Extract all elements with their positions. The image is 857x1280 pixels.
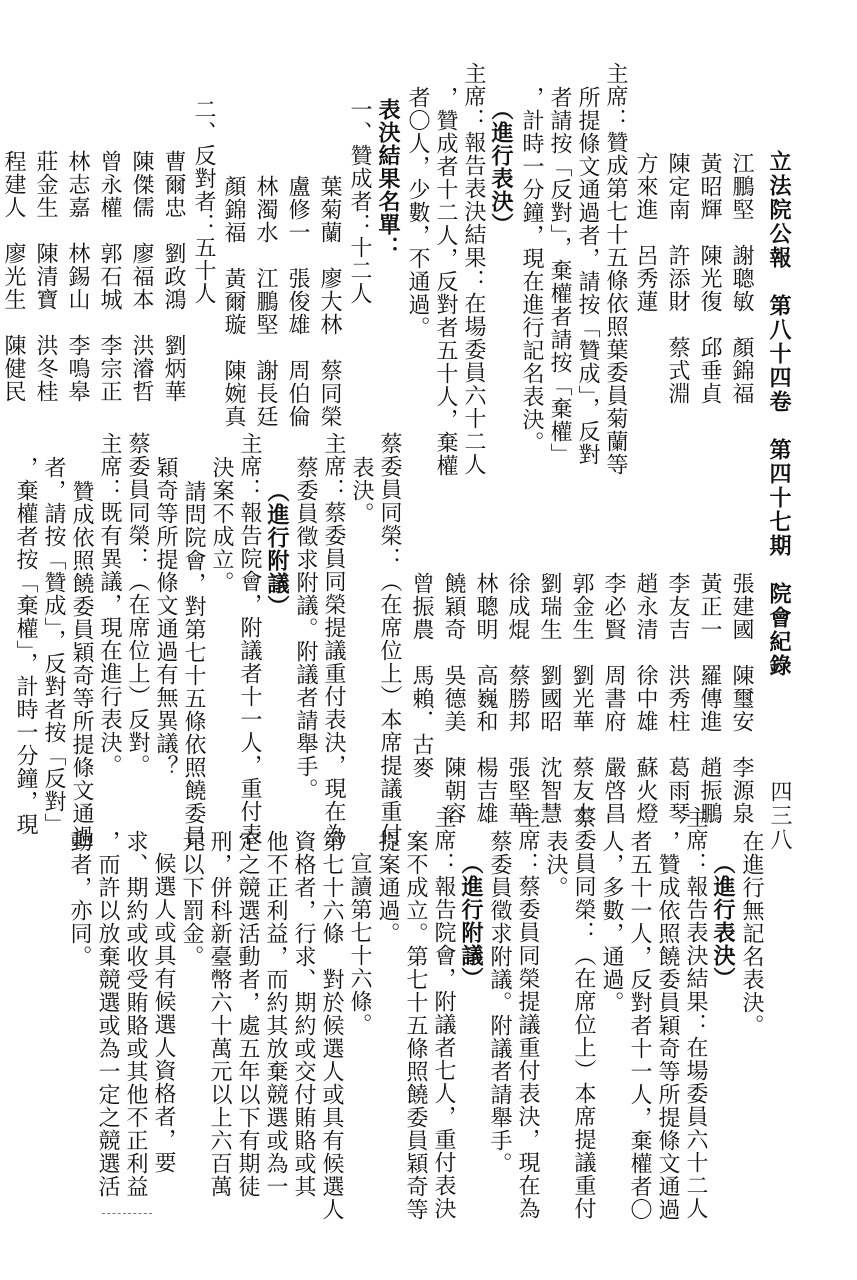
text-line: 刑，併科新臺幣六十萬元以上六百萬 [207,830,232,1198]
text-line: 請問院會，對第七十五條依照饒委員 [181,480,206,848]
text-line: 候選人或具有候選人資格者，要 [151,852,176,1174]
text-line: 蔡委員徵求附議。附議者請舉手。 [487,830,512,1175]
names-no-column: 陳傑儒 廖福本 洪濬哲 [129,150,154,403]
names-yes-column: 葉菊蘭 廖大林 蔡同榮 [317,175,342,428]
names-mid-column: 曾振農 馬賴．古麥 [409,572,434,779]
text-line: 資格者，行求、期約或交付賄賂或其 [291,830,316,1198]
text-line: 決案不成立。 [209,456,234,594]
seconding-in-progress: （進行附議） [264,480,290,618]
motion-line: 蔡委員同榮：（在席位上）本席提議重付 [571,806,596,1220]
text-line: 表決。 [349,456,374,525]
names-yes-column: 林濁水 江鵬堅 謝長廷 [253,175,278,428]
names-mid-column: 張建國 陳璽安 李源泉 [729,572,754,825]
footer-rule [102,1213,152,1214]
chair-line: 主席：蔡委員同榮提議重付表決，現在為 [321,432,346,846]
chair-line: 主席：報告院會，附議者十一人，重付表 [237,432,262,846]
voting-in-progress: （進行表決） [488,98,514,236]
chair-line: 主席：既有異議，現在進行表決。 [97,432,122,777]
text-line: 穎奇等所提條文通過有無異議？ [153,456,178,778]
text-line: 宣讀第七十六條。 [347,852,372,1036]
text-line: ，贊成者十二人，反對者五十人，棄權 [433,86,458,477]
oppose-heading: 二、反對者：五十人 [191,98,216,305]
text-line: 者請按「反對」，棄權者請按「棄權」 [547,86,572,466]
text-line: ，贊成依照饒委員穎奇等所提條文通過 [655,830,680,1221]
names-top-column: 陳定南 許添財 蔡式淵 [665,152,690,405]
text-line: ，計時一分鐘，現在進行記名表決。 [519,86,544,454]
article-76: 第七十六條 對於候選人或具有候選人 [319,830,344,1221]
names-mid-column: 饒穎奇 吳德美 陳朝容 [441,572,466,825]
text-line: 求、期約或收受賄賂或其他不正利益 [123,830,148,1198]
text-line: 所提條文通過者，請按「贊成」，反對 [575,86,600,466]
names-no-column: 莊金生 陳清寶 洪冬桂 [33,150,58,403]
text-line: 表決。 [543,830,568,899]
vote-result-list-heading: 表決結果名單： [375,98,401,259]
chair-vote-instruction: 主席：贊成第七十五條依照葉委員菊蘭等 [603,62,628,476]
text-line: 他不正利益，而約其放棄競選或為一 [263,830,288,1198]
names-no-column: 程建人 廖光生 陳健民 [1,150,26,403]
chair-vote-result: 主席：報告表決結果：在場委員六十二人 [461,62,486,476]
text-line: 贊成依照饒委員穎奇等所提條文通過 [69,480,94,848]
text-line: 蔡委員徵求附議。附議者請舉手。 [293,456,318,801]
names-no-column: 曹爾忠 劉政鴻 劉炳華 [161,150,186,403]
text-line: 案不成立。第七十五條照饒委員穎奇等 [403,830,428,1221]
names-mid-column: 郭金生 劉光華 蔡友士 [569,572,594,825]
names-mid-column: 林聰明 高巍和 楊吉雄 [473,572,498,825]
names-no-column: 林志嘉 林錫山 李鳴皋 [65,150,90,403]
text-line: 動者，亦同。 [67,830,92,968]
names-mid-column: 李必賢 周書府 嚴啓昌 [601,572,626,825]
text-line: 元以下罰金。 [179,830,204,968]
page-number: 四三八 [767,780,792,852]
names-mid-column: 徐成焜 蔡勝邦 張堅華 [505,572,530,825]
text-line: ，棄權者按「棄權」，計時一分鐘，現 [13,456,38,836]
chair-vote-result: 主席：報告表決結果：在場委員六十二人 [683,806,708,1220]
names-mid-column: 趙永清 徐中雄 蘇火燈 [633,572,658,825]
text-line: 者，請按「贊成」，反對者按「反對」 [41,456,66,836]
names-no-column: 曾永權 郭石城 李宗正 [97,150,122,403]
text-line: ，而許以放棄競選或為一定之競選活 [95,830,120,1198]
text-line: 提案通過。 [375,830,400,945]
seconding-in-progress: （進行附議） [458,852,484,990]
in-favor-heading: 一、贊成者：十二人 [347,98,372,305]
journal-title: 立法院公報 第八十四卷 第四十七期 院會紀錄 [766,150,792,678]
text-line: 定之競選活動者，處五年以下有期徒 [235,830,260,1198]
names-yes-column: 盧修一 張俊雄 周伯倫 [285,175,310,428]
text-line: 在進行無記名表決。 [739,830,764,1037]
voting-in-progress: （進行表決） [710,852,736,990]
objection-line: 蔡委員同榮：（在席位上）反對。 [125,432,150,777]
chair-line: 主席：報告院會，附議者七人，重付表決 [431,806,456,1220]
text-line: 人，多數，通過。 [599,830,624,1014]
names-mid-column: 劉瑞生 劉國昭 沈智慧 [537,572,562,825]
names-top-column: 黃昭輝 陳光復 邱垂貞 [697,152,722,405]
names-yes-column: 顏錦福 黃爾璇 陳婉真 [221,175,246,428]
motion-line: 蔡委員同榮：（在席位上）本席提議重付 [377,432,402,846]
names-mid-column: 黃正一 羅傳進 趙振鵬 [697,572,722,825]
text-line: 者〇人，少數，不通過。 [405,86,430,339]
text-line: 者五十一人，反對者十一人，棄權者〇 [627,830,652,1221]
names-top-column: 江鵬堅 謝聰敏 顏錦福 [729,152,754,405]
names-mid-column: 李友吉 洪秀柱 葛雨琴 [665,572,690,825]
names-top-column: 方來進 呂秀蓮 [633,152,658,313]
chair-line: 主席：蔡委員同榮提議重付表決，現在為 [515,806,540,1220]
